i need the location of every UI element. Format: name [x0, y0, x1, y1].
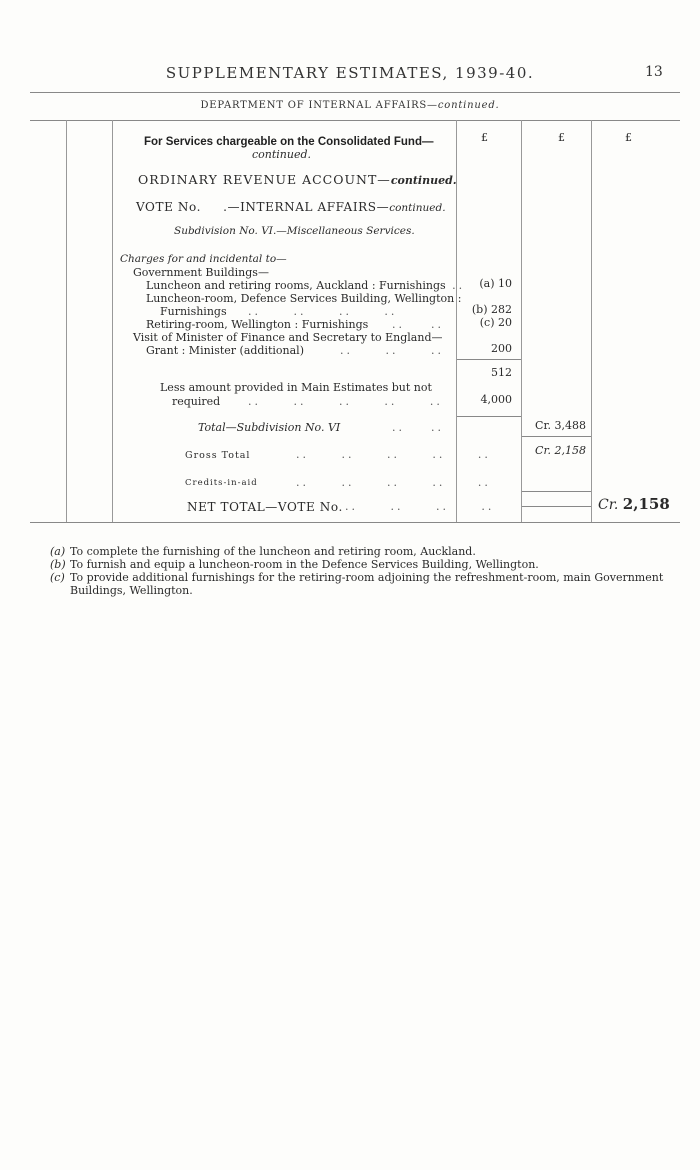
footnote: (b) To furnish and equip a luncheon-room in the Defence Services Building, Wellington. [50, 558, 539, 571]
leader-dots: .. .. .. [340, 344, 444, 357]
subdivision-total-label: Total—Subdivision No. VI [198, 421, 341, 434]
currency-header-3: £ [625, 131, 632, 144]
section-title-continued: continued. [252, 148, 312, 161]
total-rule [457, 416, 521, 417]
subtotal-rule [457, 359, 521, 360]
leader-dots: .. .. .. .. [345, 500, 495, 513]
footnote: (c) To provide additional furnishings for the retiring-room adjoining the refreshment-room, main Government [50, 571, 664, 584]
subdivision-heading: Subdivision No. VI.—Miscellaneous Services. [174, 225, 415, 237]
less-amount-cell: 4,000 [480, 393, 512, 406]
footnote: (a) To complete the furnishing of the luncheon and retiring room, Auckland. [50, 545, 476, 558]
page-title: SUPPLEMENTARY ESTIMATES, 1939-40. [165, 64, 535, 82]
total-rule [522, 436, 591, 437]
leader-dots: .. .. .. .. .. [296, 448, 491, 461]
account-heading: ORDINARY REVENUE ACCOUNT—continued. [138, 172, 457, 187]
net-rule [522, 506, 591, 507]
leader-dots: .. .. .. .. [248, 305, 398, 318]
footnote: Buildings, Wellington. [70, 584, 193, 597]
table-bottom-rule [30, 522, 680, 523]
leader-dots: .. .. [392, 421, 444, 434]
leader-dots: .. .. .. .. .. [296, 476, 491, 489]
total-rule [522, 491, 591, 492]
section-title: For Services chargeable on the Consolidated Fund— [144, 136, 434, 148]
subtotal-cell: 512 [491, 366, 512, 379]
item-line: Grant : Minister (additional) [146, 344, 304, 357]
currency-header-2: £ [558, 131, 565, 144]
net-total-amount: Cr. 2,158 [598, 495, 670, 513]
item-line: Visit of Minister of Finance and Secretary to England— [133, 331, 443, 344]
table-top-rule [30, 120, 680, 121]
column-divider-3 [591, 120, 592, 522]
page-number: 13 [645, 64, 663, 80]
charges-heading: Charges for and incidental to— [120, 253, 287, 265]
vote-heading: VOTE No. .—INTERNAL AFFAIRS—continued. [136, 200, 446, 214]
gov-buildings-heading: Government Buildings— [133, 266, 269, 279]
item-line: Retiring-room, Wellington : Furnishings [146, 318, 369, 331]
amount-cell: (c) 20 [479, 316, 512, 329]
subdivision-total-amount: Cr. 3,488 [535, 419, 586, 432]
amount-cell: 200 [491, 342, 512, 355]
gross-total-amount: Cr. 2,158 [535, 444, 586, 457]
less-amount-line: required [172, 395, 221, 408]
net-total-label: NET TOTAL—VOTE No. [187, 500, 343, 514]
amount-cell: (b) 282 [471, 303, 512, 316]
credits-in-aid-label: Credits-in-aid [185, 478, 258, 488]
gross-total-label: Gross Total [185, 450, 251, 461]
item-line: Luncheon-room, Defence Services Building, Wellington : [146, 292, 462, 305]
table-border-left [66, 120, 67, 522]
table-border-inner [112, 120, 113, 522]
amount-cell: (a) 10 [479, 277, 512, 290]
department-heading: DEPARTMENT OF INTERNAL AFFAIRS—continued. [200, 100, 500, 111]
leader-dots: .. .. [392, 318, 444, 331]
item-line: Luncheon and retiring rooms, Auckland : Furnishings .. [146, 279, 466, 292]
less-amount-line: Less amount provided in Main Estimates but not [160, 381, 432, 394]
currency-header-1: £ [481, 131, 488, 144]
header-rule [30, 92, 680, 93]
column-divider-2 [521, 120, 522, 522]
item-line: Furnishings [160, 305, 227, 318]
leader-dots: .. .. .. .. .. [248, 395, 443, 408]
